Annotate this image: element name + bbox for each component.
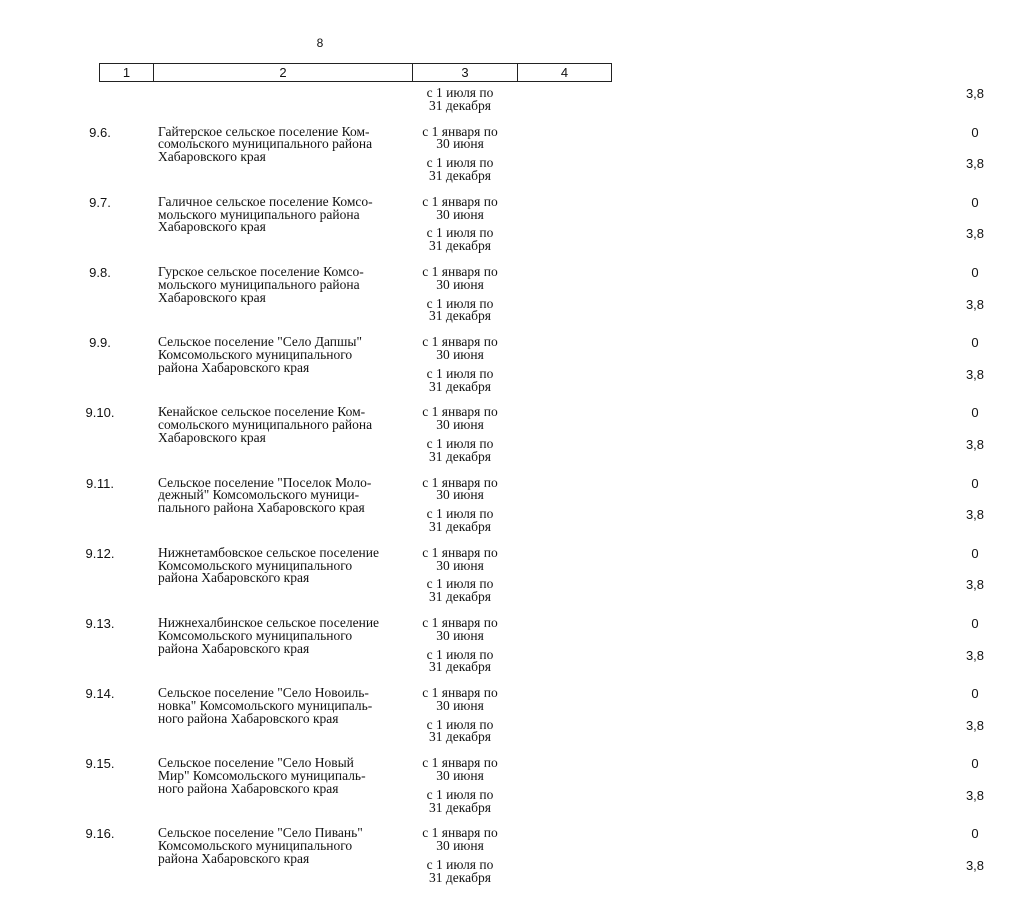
period-text: с 1 июля по 31 декабря — [426, 85, 494, 113]
period-value: 0 — [971, 756, 979, 772]
period-value: 0 — [971, 335, 979, 351]
row-periods — [410, 544, 985, 605]
column-header-3: 3 — [413, 64, 518, 82]
row-name: Сельское поселение "Село Дапшы" Комсомольского муниципального района Хабаровского края — [158, 334, 362, 375]
period-line — [410, 435, 985, 464]
table-row — [0, 474, 985, 534]
row-periods — [410, 404, 985, 464]
period-text: с 1 июля по 31 декабря — [426, 295, 494, 324]
period-line — [410, 544, 979, 573]
period-text: с 1 января по 30 июня — [422, 193, 498, 222]
row-periods — [410, 614, 985, 675]
row-number: 9.9. — [89, 335, 111, 351]
row-number: 9.12. — [85, 545, 115, 561]
period-value: 3,8 — [965, 296, 985, 312]
row-name: Кенайское сельское поселение Ком- сомольского муниципального района Хабаровского края — [158, 404, 373, 445]
row-number: 9.7. — [89, 194, 111, 210]
period-value: 0 — [971, 545, 979, 561]
row-number: 9.8. — [89, 264, 111, 280]
table-row — [0, 404, 985, 464]
period-text: с 1 июля по 31 декабря — [426, 646, 494, 675]
page-number: 8 — [316, 36, 324, 50]
table-body — [0, 85, 985, 898]
period-value: 3,8 — [965, 226, 985, 242]
period-value: 0 — [971, 686, 979, 702]
period-text: с 1 января по 30 июня — [422, 685, 498, 713]
table-row — [0, 193, 985, 254]
period-line — [410, 576, 985, 605]
row-name: Сельское поселение "Село Пивань" Комсомольского муниципального района Хабаровского края — [158, 825, 363, 867]
period-value: 3,8 — [965, 717, 985, 733]
period-text: с 1 июля по 31 декабря — [426, 716, 494, 745]
period-text: с 1 июля по 31 декабря — [426, 576, 494, 605]
period-text: с 1 июля по 31 декабря — [426, 786, 494, 815]
column-header-table — [99, 63, 612, 82]
period-text: с 1 января по 30 июня — [422, 334, 498, 362]
row-periods — [410, 334, 985, 394]
period-line — [410, 716, 985, 745]
period-line — [410, 646, 985, 675]
table-row — [0, 334, 985, 394]
period-value: 0 — [971, 264, 979, 280]
row-name: Сельское поселение "Село Новоиль- новка" Комсомольского муниципаль- ного района Хабаровского края — [158, 685, 373, 726]
row-number: 9.14. — [85, 686, 115, 702]
period-text: с 1 января по 30 июня — [422, 614, 498, 643]
row-periods — [410, 825, 985, 885]
row-number: 9.16. — [85, 826, 115, 842]
period-value: 3,8 — [965, 858, 985, 874]
period-text: с 1 января по 30 июня — [422, 123, 498, 152]
continuation-row — [0, 85, 985, 113]
row-name: Сельское поселение "Поселок Моло- дежный" Комсомольского муници- пального района Хабаровского края — [158, 474, 372, 516]
row-name: Нижнетамбовское сельское поселение Комсомольского муниципального района Хабаровского края — [158, 544, 379, 586]
period-text: с 1 июля по 31 декабря — [426, 506, 494, 534]
row-periods — [410, 85, 985, 113]
period-value: 3,8 — [965, 156, 985, 172]
period-line — [410, 825, 979, 854]
row-name: Сельское поселение "Село Новый Мир" Комсомольского муниципаль- ного района Хабаровского края — [158, 755, 366, 796]
period-text: с 1 января по 30 июня — [422, 755, 498, 784]
period-value: 3,8 — [965, 787, 985, 803]
table-row — [0, 825, 985, 885]
period-text: с 1 июля по 31 декабря — [426, 225, 494, 254]
period-value: 0 — [971, 826, 979, 842]
period-text: с 1 января по 30 июня — [422, 825, 498, 854]
period-line — [410, 614, 979, 643]
period-value: 0 — [971, 615, 979, 631]
row-periods — [410, 123, 985, 183]
table-row — [0, 123, 985, 183]
period-text: с 1 января по 30 июня — [422, 263, 498, 292]
table-row — [0, 614, 985, 675]
period-line — [410, 225, 985, 254]
row-periods — [410, 193, 985, 254]
period-text: с 1 июля по 31 декабря — [426, 857, 494, 885]
row-number: 9.6. — [89, 124, 111, 140]
rows-container — [0, 123, 985, 898]
period-value: 0 — [971, 405, 979, 421]
period-line — [410, 755, 979, 784]
row-periods — [410, 474, 985, 534]
row-name: Галичное сельское поселение Комсо- мольского муниципального района Хабаровского края — [158, 193, 373, 235]
period-text: с 1 января по 30 июня — [422, 474, 498, 503]
period-value: 3,8 — [965, 366, 985, 382]
period-text: с 1 июля по 31 декабря — [426, 435, 494, 464]
period-value: 3,8 — [965, 86, 985, 101]
period-value: 0 — [971, 475, 979, 491]
column-header-4: 4 — [518, 64, 612, 82]
period-value: 3,8 — [965, 577, 985, 593]
period-text: с 1 января по 30 июня — [422, 404, 498, 433]
column-header-2: 2 — [154, 64, 413, 82]
period-value: 3,8 — [965, 436, 985, 452]
row-name: Гайтерское сельское поселение Ком- сомольского муниципального района Хабаровского края — [158, 123, 373, 165]
period-line — [410, 786, 985, 815]
row-name: Нижнехалбинское сельское поселение Комсомольского муниципального района Хабаровского края — [158, 614, 380, 656]
period-text: с 1 июля по 31 декабря — [426, 365, 494, 394]
period-line — [410, 193, 979, 222]
period-value: 0 — [971, 124, 979, 140]
period-value: 3,8 — [965, 507, 985, 523]
row-number: 9.10. — [85, 405, 115, 421]
period-line — [410, 123, 979, 152]
table-row — [0, 263, 985, 324]
period-line — [410, 334, 979, 362]
row-periods — [410, 263, 985, 324]
period-line — [410, 263, 979, 292]
row-number: 9.15. — [85, 756, 115, 772]
table-row — [0, 685, 985, 745]
column-header-1: 1 — [100, 64, 154, 82]
period-line — [410, 155, 985, 183]
row-number: 9.13. — [85, 615, 115, 631]
period-line — [410, 474, 979, 503]
period-line — [410, 404, 979, 433]
period-line — [410, 85, 985, 113]
period-value: 3,8 — [965, 647, 985, 663]
row-periods — [410, 685, 985, 745]
period-value: 0 — [971, 194, 979, 210]
period-line — [410, 506, 985, 534]
period-line — [410, 365, 985, 394]
period-line — [410, 295, 985, 324]
row-name: Гурское сельское поселение Комсо- мольского муниципального района Хабаровского края — [158, 263, 364, 305]
row-periods — [410, 755, 985, 815]
row-number: 9.11. — [86, 475, 114, 491]
period-text: с 1 июля по 31 декабря — [426, 155, 494, 183]
period-text: с 1 января по 30 июня — [422, 544, 498, 573]
table-row — [0, 544, 985, 605]
period-line — [410, 685, 979, 713]
table-row — [0, 755, 985, 815]
period-line — [410, 857, 985, 885]
